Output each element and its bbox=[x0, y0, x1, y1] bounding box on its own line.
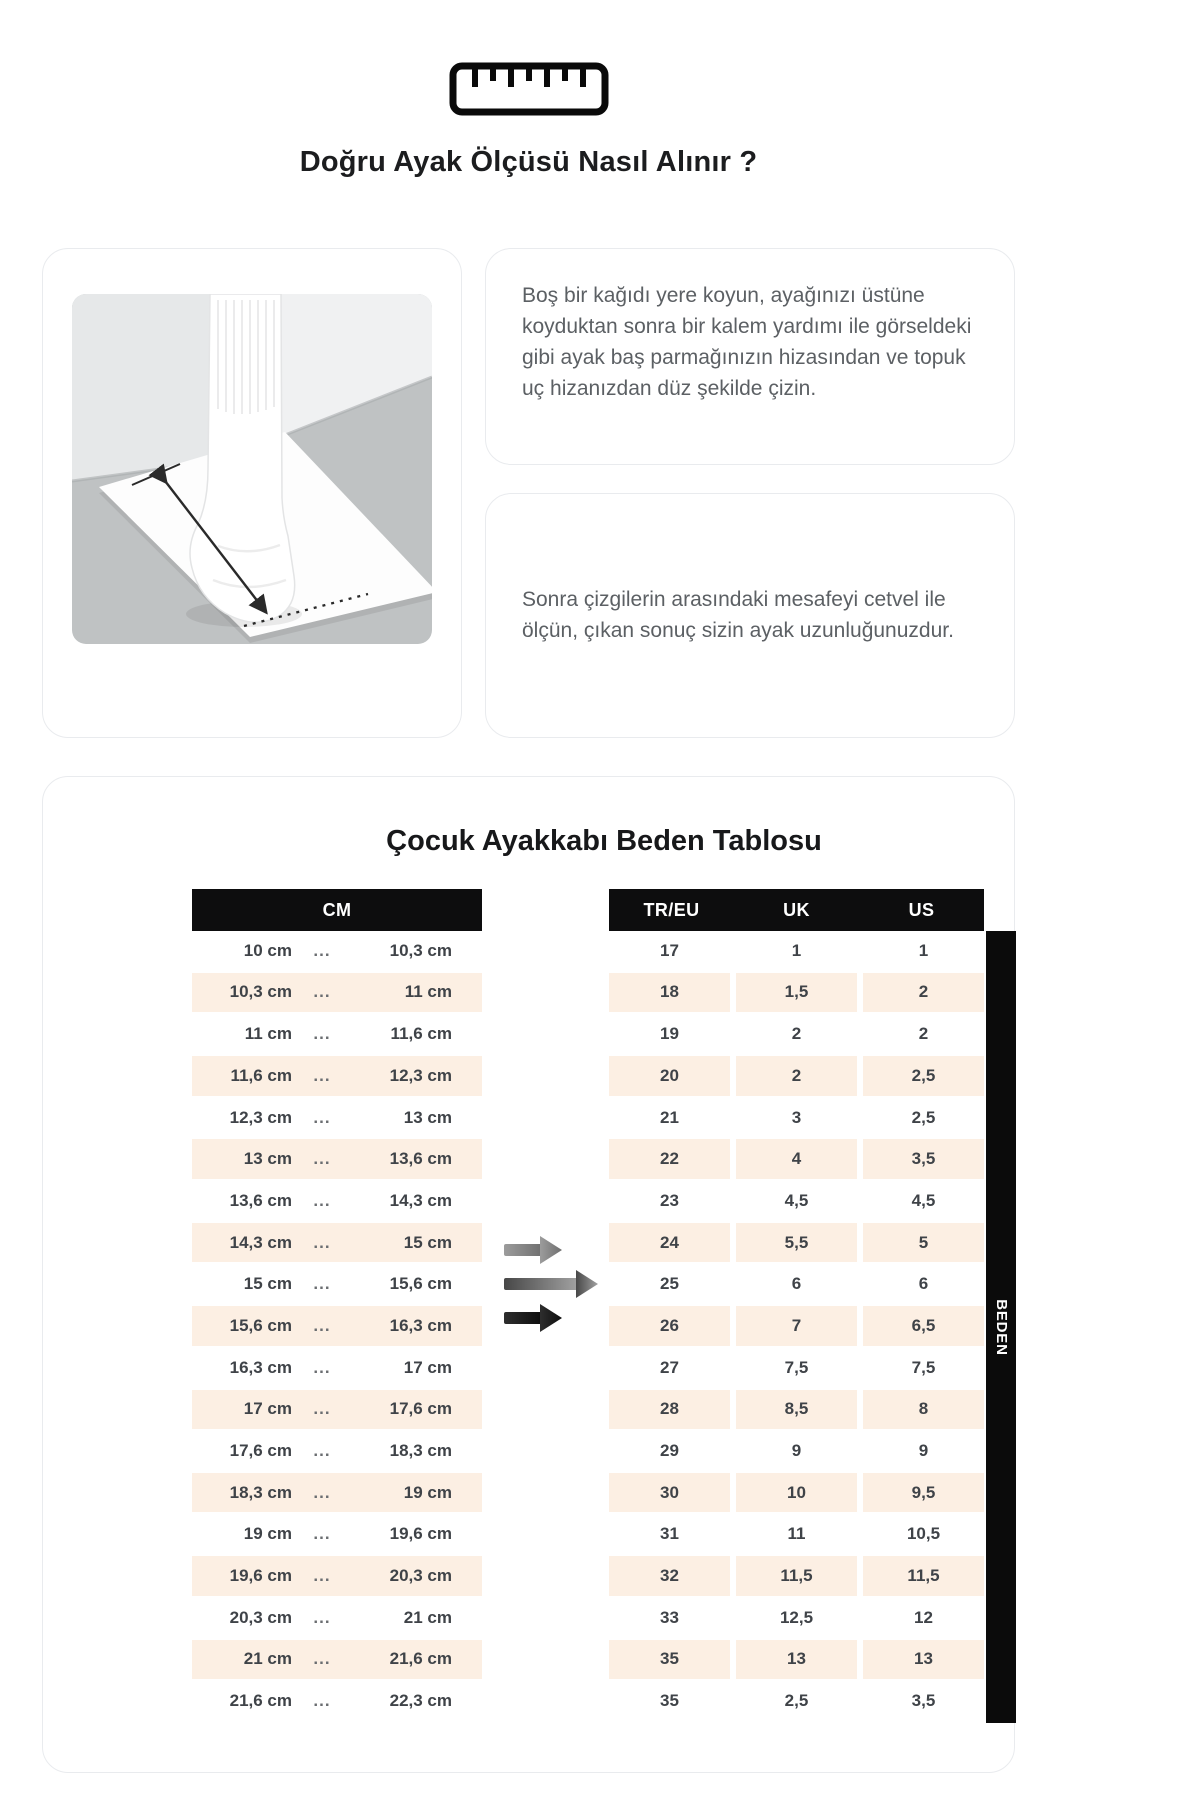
size-cell: 13 bbox=[863, 1640, 984, 1680]
page-header bbox=[42, 0, 1015, 179]
cm-table-row bbox=[192, 1181, 482, 1221]
beden-side-label: BEDEN bbox=[992, 1298, 1010, 1356]
cm-cell: 13,6 cm bbox=[389, 1149, 452, 1169]
foot-measure-image bbox=[72, 294, 432, 644]
size-table-row bbox=[609, 1390, 984, 1430]
size-cell: 8 bbox=[863, 1390, 984, 1430]
cm-table-row bbox=[192, 1348, 482, 1388]
cm-cell: 18,3 cm bbox=[389, 1441, 452, 1460]
size-cell: 7 bbox=[736, 1306, 857, 1346]
size-cell: 10 bbox=[736, 1473, 857, 1513]
cm-cell: 17 cm bbox=[403, 1357, 452, 1377]
size-cell: 6 bbox=[863, 1265, 984, 1305]
cm-table-header: CM bbox=[192, 889, 482, 931]
cm-table-row bbox=[192, 1598, 482, 1638]
cm-table-row bbox=[192, 1306, 482, 1346]
cm-cell: 10 cm bbox=[243, 940, 292, 960]
cm-table-row bbox=[192, 973, 482, 1013]
size-cell: 11,5 bbox=[863, 1556, 984, 1596]
size-table-header-uk: UK bbox=[783, 899, 810, 920]
size-cell: 1,5 bbox=[736, 973, 857, 1013]
size-cell: 4 bbox=[736, 1139, 857, 1179]
cm-cell: ... bbox=[313, 1566, 331, 1586]
cm-cell: 12,3 cm bbox=[389, 1065, 452, 1085]
size-table-row bbox=[609, 1014, 984, 1054]
cm-cell: 11 cm bbox=[244, 1024, 292, 1044]
size-cell: 3,5 bbox=[863, 1681, 984, 1721]
cm-cell: 21,6 cm bbox=[389, 1649, 452, 1669]
cm-cell: 13 cm bbox=[243, 1149, 292, 1169]
cm-cell: ... bbox=[313, 1065, 331, 1085]
size-table-row bbox=[609, 931, 984, 971]
size-cell: 2 bbox=[863, 973, 984, 1013]
size-cell: 11,5 bbox=[736, 1556, 857, 1596]
size-table-row bbox=[609, 1598, 984, 1638]
cm-cell: 21 cm bbox=[403, 1607, 452, 1627]
size-cell: 29 bbox=[609, 1431, 730, 1471]
cm-table-row bbox=[192, 1515, 482, 1555]
cm-table-row bbox=[192, 1265, 482, 1305]
cm-cell: ... bbox=[313, 940, 331, 960]
size-cell: 9 bbox=[863, 1431, 984, 1471]
size-cell: 6 bbox=[736, 1265, 857, 1305]
cm-cell: 17 cm bbox=[243, 1399, 292, 1419]
cm-cell: 21,6 cm bbox=[229, 1691, 292, 1711]
cm-cell: ... bbox=[313, 1441, 331, 1460]
size-table-row bbox=[609, 1098, 984, 1138]
cm-table-row bbox=[192, 1431, 482, 1471]
size-table-row bbox=[609, 1265, 984, 1305]
cm-table-row bbox=[192, 1390, 482, 1430]
size-table bbox=[609, 889, 984, 1723]
size-cell: 11 bbox=[736, 1515, 857, 1555]
cm-cell: ... bbox=[313, 982, 331, 1002]
ruler-icon bbox=[42, 62, 1015, 116]
foot-measure-photo-card bbox=[42, 248, 462, 738]
cm-cell: ... bbox=[313, 1399, 331, 1419]
size-cell: 12 bbox=[863, 1598, 984, 1638]
cm-cell: ... bbox=[313, 1649, 331, 1669]
cm-table-row bbox=[192, 931, 482, 971]
cm-cell: ... bbox=[313, 1024, 331, 1044]
size-cell: 26 bbox=[609, 1306, 730, 1346]
size-cell: 3 bbox=[736, 1098, 857, 1138]
cm-cell: 14,3 cm bbox=[389, 1190, 452, 1210]
size-cell: 21 bbox=[609, 1098, 730, 1138]
mapping-arrows-icon bbox=[502, 1234, 598, 1334]
size-table-header-us: US bbox=[908, 899, 935, 920]
cm-cell: 11,6 cm bbox=[230, 1065, 292, 1085]
size-cell: 22 bbox=[609, 1139, 730, 1179]
cm-table-row bbox=[192, 1681, 482, 1721]
size-cell: 12,5 bbox=[736, 1598, 857, 1638]
cm-cell: 14,3 cm bbox=[229, 1232, 292, 1252]
size-cell: 7,5 bbox=[863, 1348, 984, 1388]
cm-cell: ... bbox=[313, 1607, 331, 1627]
size-cell: 28 bbox=[609, 1390, 730, 1430]
size-table-row bbox=[609, 1223, 984, 1263]
size-cell: 5,5 bbox=[736, 1223, 857, 1263]
cm-cell: ... bbox=[313, 1691, 331, 1711]
size-cell: 4,5 bbox=[736, 1181, 857, 1221]
size-cell: 7,5 bbox=[736, 1348, 857, 1388]
size-cell: 5 bbox=[863, 1223, 984, 1263]
cm-cell: ... bbox=[313, 1482, 331, 1502]
size-cell: 3,5 bbox=[863, 1139, 984, 1179]
cm-table-row bbox=[192, 1640, 482, 1680]
size-cell: 35 bbox=[609, 1640, 730, 1680]
cm-cell: 15,6 cm bbox=[229, 1315, 292, 1335]
cm-cell: ... bbox=[313, 1232, 331, 1252]
cm-cell: 13 cm bbox=[403, 1107, 452, 1127]
cm-cell: 12,3 cm bbox=[229, 1107, 292, 1127]
size-table-row bbox=[609, 1306, 984, 1346]
size-cell: 1 bbox=[863, 931, 984, 971]
size-cell: 27 bbox=[609, 1348, 730, 1388]
size-cell: 19 bbox=[609, 1014, 730, 1054]
cm-cell: 19 cm bbox=[243, 1524, 292, 1544]
size-cell: 33 bbox=[609, 1598, 730, 1638]
cm-cell: 15 cm bbox=[243, 1274, 292, 1294]
cm-cell: 10,3 cm bbox=[229, 982, 292, 1002]
instruction-step-2: Sonra çizgilerin arasındaki mesafeyi cetvel ile ölçün, çıkan sonuç sizin ayak uzunluğunuzdur. bbox=[522, 587, 954, 642]
size-cell: 25 bbox=[609, 1265, 730, 1305]
size-table-header-treu: TR/EU bbox=[643, 899, 700, 920]
size-table-row bbox=[609, 1348, 984, 1388]
cm-cell: ... bbox=[313, 1315, 331, 1335]
size-cell: 9 bbox=[736, 1431, 857, 1471]
size-table-row bbox=[609, 1640, 984, 1680]
size-table-row bbox=[609, 1181, 984, 1221]
cm-cell: 15,6 cm bbox=[389, 1274, 452, 1294]
size-cell: 2 bbox=[736, 1056, 857, 1096]
size-table-row bbox=[609, 1681, 984, 1721]
size-cell: 9,5 bbox=[863, 1473, 984, 1513]
cm-cell: 13,6 cm bbox=[229, 1190, 292, 1210]
size-table-row bbox=[609, 1431, 984, 1471]
size-table-row bbox=[609, 1056, 984, 1096]
cm-cell: ... bbox=[313, 1274, 331, 1294]
cm-cell: ... bbox=[313, 1149, 331, 1169]
cm-cell: 17,6 cm bbox=[229, 1441, 292, 1460]
size-chart-title: Çocuk Ayakkabı Beden Tablosu bbox=[386, 825, 822, 857]
size-table-row bbox=[609, 973, 984, 1013]
cm-table-row bbox=[192, 1473, 482, 1513]
size-cell: 2,5 bbox=[863, 1098, 984, 1138]
cm-cell: 21 cm bbox=[243, 1649, 292, 1669]
instruction-card-1 bbox=[485, 248, 1015, 465]
cm-cell: 16,3 cm bbox=[389, 1315, 452, 1335]
cm-cell: 11,6 cm bbox=[390, 1024, 452, 1044]
cm-cell: 11 cm bbox=[404, 982, 452, 1002]
cm-cell: 17,6 cm bbox=[389, 1399, 452, 1419]
cm-cell: 19,6 cm bbox=[229, 1566, 292, 1586]
cm-cell: 19,6 cm bbox=[389, 1524, 452, 1544]
size-cell: 10,5 bbox=[863, 1515, 984, 1555]
size-cell: 23 bbox=[609, 1181, 730, 1221]
instructions-section bbox=[42, 248, 1015, 738]
size-table-row bbox=[609, 1139, 984, 1179]
size-cell: 17 bbox=[609, 931, 730, 971]
size-table-row bbox=[609, 1473, 984, 1513]
cm-table bbox=[192, 889, 482, 1723]
size-cell: 8,5 bbox=[736, 1390, 857, 1430]
cm-cell: 18,3 cm bbox=[229, 1482, 292, 1502]
size-cell: 1 bbox=[736, 931, 857, 971]
cm-cell: 15 cm bbox=[403, 1232, 452, 1252]
size-cell: 32 bbox=[609, 1556, 730, 1596]
size-cell: 24 bbox=[609, 1223, 730, 1263]
cm-table-row bbox=[192, 1223, 482, 1263]
cm-table-row bbox=[192, 1014, 482, 1054]
size-cell: 2 bbox=[863, 1014, 984, 1054]
size-cell: 2,5 bbox=[736, 1681, 857, 1721]
cm-cell: ... bbox=[313, 1107, 331, 1127]
cm-cell: ... bbox=[313, 1190, 331, 1210]
size-table-row bbox=[609, 1556, 984, 1596]
cm-cell: 22,3 cm bbox=[389, 1691, 452, 1711]
page-title: Doğru Ayak Ölçüsü Nasıl Alınır ? bbox=[299, 146, 758, 178]
page bbox=[42, 0, 1015, 1773]
size-cell: 2 bbox=[736, 1014, 857, 1054]
cm-cell: ... bbox=[313, 1524, 331, 1544]
instructions-column bbox=[485, 248, 1015, 738]
cm-cell: 20,3 cm bbox=[229, 1607, 292, 1627]
instruction-card-2 bbox=[485, 493, 1015, 738]
cm-table-body bbox=[192, 931, 482, 1721]
cm-table-row bbox=[192, 1098, 482, 1138]
size-cell: 35 bbox=[609, 1681, 730, 1721]
cm-cell: 10,3 cm bbox=[389, 940, 452, 960]
size-cell: 20 bbox=[609, 1056, 730, 1096]
beden-side-bar bbox=[986, 931, 1016, 1723]
size-chart-card bbox=[42, 776, 1015, 1773]
cm-table-row bbox=[192, 1139, 482, 1179]
cm-table-row bbox=[192, 1556, 482, 1596]
cm-cell: 16,3 cm bbox=[229, 1357, 292, 1377]
cm-cell: ... bbox=[313, 1357, 331, 1377]
size-table-header bbox=[609, 889, 984, 931]
cm-table-row bbox=[192, 1056, 482, 1096]
size-cell: 30 bbox=[609, 1473, 730, 1513]
size-cell: 4,5 bbox=[863, 1181, 984, 1221]
instruction-step-1: Boş bir kağıdı yere koyun, ayağınızı üstüne koyduktan sonra bir kalem yardımı ile görseldeki gibi ayak baş parmağınızın hizasından ve topuk uç hizanızdan düz şekilde çizin. bbox=[522, 284, 972, 400]
size-cell: 2,5 bbox=[863, 1056, 984, 1096]
size-cell: 6,5 bbox=[863, 1306, 984, 1346]
size-table-body bbox=[609, 931, 984, 1721]
size-table-row bbox=[609, 1515, 984, 1555]
size-cell: 13 bbox=[736, 1640, 857, 1680]
cm-cell: 19 cm bbox=[403, 1482, 452, 1502]
cm-cell: 20,3 cm bbox=[389, 1566, 452, 1586]
size-cell: 31 bbox=[609, 1515, 730, 1555]
size-cell: 18 bbox=[609, 973, 730, 1013]
